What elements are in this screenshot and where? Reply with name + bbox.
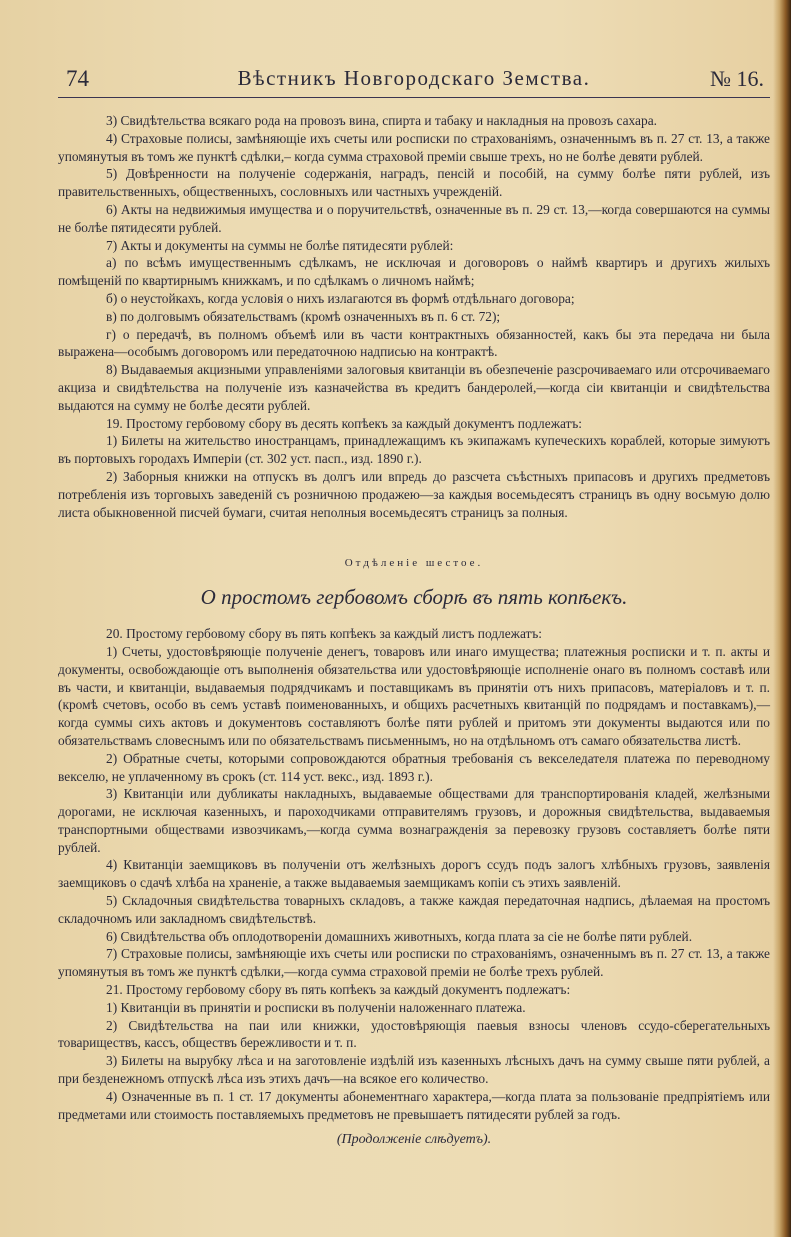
paragraph: 3) Квитанціи или дубликаты накладныхъ, выдаваемые обществами для транспортированія кладей, желѣзными дорогами, не исключая казенныхъ, и пароходчиками отправителямъ грузовъ, и дорожныя свидѣтельства, выдаваемыя транспортными обществами извозчикамъ,—когда сумма вознагражденія за перевозку грузовъ составляетъ болѣе пяти рублей. xyxy=(58,786,770,855)
paragraph: 20. Простому гербовому сбору въ пять копѣекъ за каждый листъ подлежатъ: xyxy=(106,626,543,642)
page-edge-shadow xyxy=(773,0,791,1237)
paragraph: 3) Свидѣтельства всякаго рода на провозъ вина, спирта и табаку и накладныя на провозъ сахара. xyxy=(106,113,657,128)
paragraph: 7) Акты и документы на суммы не болѣе пятидесяти рублей: xyxy=(106,237,454,253)
paragraph: г) о передачѣ, въ полномъ объемѣ или въ части контрактныхъ обязанностей, какъ бы эта передача ни была выражена—особымъ договоромъ или передаточною надписью на контрактѣ. xyxy=(58,326,770,360)
running-header xyxy=(58,66,770,96)
paragraph: 4) Страховые полисы, замѣняющіе ихъ счеты или росписки по страхованіямъ, означеннымъ въ п. 27 ст. 13, а также упомянутыя въ томъ же пунктѣ сдѣлки,– когда сумма страховой преміи свыше трехъ, но не болѣе девяти рублей. xyxy=(58,130,770,164)
paragraph: 5) Складочныя свидѣтельства товарныхъ складовъ, а также каждая передаточная надпись, дѣлаемая на простомъ складочномъ или закладномъ свидѣтельствѣ. xyxy=(58,893,770,926)
paragraph: 1) Счеты, удостовѣряющіе полученіе денегъ, товаровъ или инаго имущества; платежныя росписки и т. п. акты и документы, освобождающіе отъ выполненія обязательства или удостовѣряющіе исполненіе онаго въ полномъ составѣ или въ части, и квитанціи, выдаваемыя подрядчикамъ и поставщикамъ въ принятіи отъ нихъ припасовъ, матеріаловъ и т. п. (кромѣ счетовъ, особо въ семъ уставѣ поименованныхъ, и общихъ расчетныхъ квитанцій по подрядамъ и поставкамъ),—когда суммы сихъ актовъ и документовъ составляютъ болѣе пяти рублей и притомъ эти документы выдаются или по обязательствамъ словеснымъ или по обязательствамъ письменнымъ, но на отдѣльномъ отъ самаго обязательства листѣ. xyxy=(58,643,770,748)
journal-title: Вѣстникъ Новгородскаго Земства. xyxy=(237,66,591,90)
paragraph: 4) Означенные въ п. 1 ст. 17 документы абонементнаго характера,—когда плата за пользованіе предпріятіемъ или предметами или стоимость поставляемыхъ предметовъ не превышаетъ пятидесяти рублей за годъ. xyxy=(58,1088,770,1122)
paragraph: 7) Страховые полисы, замѣняющіе ихъ счеты или росписки по страхованіямъ, означеннымъ въ п. 27 ст. 13, а также упомянутыя въ томъ же пунктѣ сдѣлки,—когда сумма страховой преміи не болѣе трехъ рублей. xyxy=(58,946,770,980)
paragraph: 1) Квитанціи въ принятіи и росписки въ полученіи наложеннаго платежа. xyxy=(106,999,526,1015)
paragraph: 19. Простому гербовому сбору въ десять копѣекъ за каждый документъ подлежатъ: xyxy=(106,415,583,431)
header-rule xyxy=(58,97,770,98)
paragraph: 4) Квитанціи заемщиковъ въ полученіи отъ желѣзныхъ дорогъ ссудъ подъ залогъ хлѣбныхъ грузовъ, заявленія заемщиковъ о сдачѣ хлѣба на храненіе, а также выдаваемыя заемщикамъ копіи съ этихъ заявленій. xyxy=(58,857,770,891)
paragraph: б) о неустойкахъ, когда условія о нихъ излагаются въ формѣ отдѣльнаго договора; xyxy=(106,290,575,306)
paragraph: 5) Довѣренности на полученіе содержанія, наградъ, пенсій и пособій, на сумму болѣе пяти рублей, изъ правительственныхъ, общественныхъ, сословныхъ или частныхъ учрежденій. xyxy=(58,166,770,200)
paragraph: 3) Билеты на вырубку лѣса и на заготовленіе издѣлій изъ казенныхъ лѣсныхъ дачъ на сумму свыше пяти рублей, а при безденежномъ отпускѣ лѣса изъ этихъ дачъ—на всякое его количество. xyxy=(58,1053,770,1087)
paragraph: 8) Выдаваемыя акцизными управленіями залоговыя квитанціи въ обезпеченіе разсрочиваемаго или отсрочиваемаго акциза и свидѣтельства на полученіе изъ казначейства въ кредитъ бандеролей,—когда сіи квитанціи и свидѣтельства выдаются на сумму не болѣе десяти рублей. xyxy=(58,362,770,413)
continued-note: (Продолженіе слѣдуетъ). xyxy=(336,1132,492,1148)
article-body xyxy=(58,112,770,1149)
paragraph: 2) Обратные счеты, которыми сопровождаются обратныя требованія съ векселедателя платежа по переводному векселю, не уплаченному въ срокъ (ст. 114 уст. векс., изд. 1893 г.). xyxy=(58,750,770,784)
paragraph: 21. Простому гербовому сбору въ пять копѣекъ за каждый документъ подлежатъ: xyxy=(106,982,571,998)
paragraph: 1) Билеты на жительство иностранцамъ, принадлежащимъ къ экипажамъ купеческихъ кораблей, которые зимуютъ въ портовыхъ городахъ Имперіи (ст. 302 уст. пасп., изд. 1890 г.). xyxy=(58,433,770,467)
issue-number: № 16. xyxy=(710,66,764,91)
paragraph: 2) Свидѣтельства на паи или книжки, удостовѣряющія паевыя взносы членовъ ссудо-сберегательныхъ товариществъ, кассъ, обществъ бережливости и т. п. xyxy=(58,1017,770,1051)
section-heading: Отдѣленіе шестое. xyxy=(344,557,484,570)
paragraph: 2) Заборныя книжки на отпускъ въ долгъ или впредь до разсчета съѣстныхъ припасовъ и другихъ предметовъ потребленія изъ торговыхъ заведеній съ розничною продажею—за каждыя восемьдесятъ страницъ въ одну восьмую долю листа обыкновенной писчей бумаги, считая неполныя восемьдесятъ страницъ за полныя. xyxy=(58,468,770,520)
section-title: О простомъ гербовомъ сборѣ въ пять копѣекъ. xyxy=(200,585,628,610)
paragraph: а) по всѣмъ имущественнымъ сдѣлкамъ, не исключая и договоровъ о наймѣ квартиръ и другихъ жилыхъ помѣщеній по квартирнымъ книжкамъ, и по сдѣлкамъ о личномъ наймѣ; xyxy=(58,255,770,289)
page-number: 74 xyxy=(66,66,89,91)
paragraph: 6) Акты на недвижимыя имущества и о поручительствѣ, означенные въ п. 29 ст. 13,—когда совершаются на суммы не болѣе пятидесяти рублей. xyxy=(58,201,770,235)
paragraph: в) по долговымъ обязательствамъ (кромѣ означенныхъ въ п. 6 ст. 72); xyxy=(106,308,501,324)
paragraph: 6) Свидѣтельства объ оплодотвореніи домашнихъ животныхъ, когда плата за сіе не болѣе пяти рублей. xyxy=(106,928,693,944)
